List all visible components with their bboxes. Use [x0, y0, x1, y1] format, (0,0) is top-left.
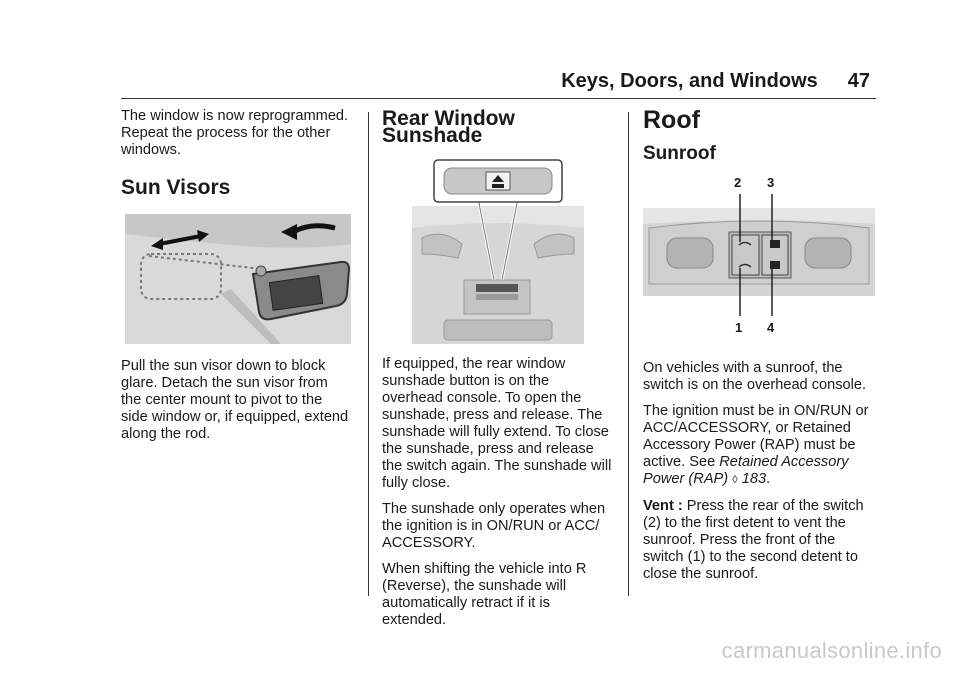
vent-paragraph: [643, 498, 875, 583]
column-3: [643, 108, 875, 592]
vent-text: Press the rear of the switch (2) to the first detent to vent the sunroof. Press the front of the switch (1) to the second detent to close the sunroof.: [643, 498, 864, 582]
sunshade-paragraph-1: If equipped, the rear window sunshade button is on the overhead console. To open the sunshade, press and release. The sunshade will fully extend. To close the sunshade, press and release the switch again. The sunshade will fully close.: [382, 356, 612, 491]
sun-visor-illustration: [121, 214, 351, 344]
sunroof-paragraph-1: On vehicles with a sunroof, the switch is on the overhead console.: [643, 360, 867, 393]
callout-3: 3: [767, 175, 775, 190]
column-1: [121, 108, 351, 452]
rap-page-reference[interactable]: 183: [741, 471, 767, 487]
sunroof-switch-figure: [643, 176, 875, 338]
vent-label: Vent :: [643, 498, 683, 514]
sunroof-paragraph-2-text: The ignition must be in ON/RUN or ACC/ACCESSORY, or Retained Accessory Power (RAP) must be active. See: [643, 403, 869, 470]
heading-sunroof: Sunroof: [643, 143, 716, 164]
callout-2: 2: [734, 175, 742, 190]
page-ref-arrow-icon: ◊: [732, 474, 738, 486]
sunroof-switch-illustration: [643, 176, 875, 338]
heading-sun-visors: Sun Visors: [121, 176, 231, 199]
header-rule: [121, 98, 876, 99]
heading-rear-window-sunshade: Rear Window Sunshade: [382, 107, 515, 147]
page-number: 47: [847, 70, 870, 92]
running-header: [561, 70, 870, 93]
column-divider-1: [368, 112, 369, 596]
watermark: carmanualsonline.info: [721, 638, 942, 663]
sunshade-paragraph-3: When shifting the vehicle into R (Reverse), the sunshade will automatically retract if it is extended.: [382, 561, 587, 628]
callout-4: 4: [767, 320, 775, 335]
sunroof-paragraph-2-end: .: [766, 471, 771, 487]
sunshade-paragraph-2: The sunshade only operates when the ignition is in ON/RUN or ACC/ ACCESSORY.: [382, 501, 606, 551]
section-title: Keys, Doors, and Windows: [561, 70, 818, 92]
sunshade-switch-illustration: [382, 158, 614, 348]
column-divider-2: [628, 112, 629, 596]
column-2: [382, 108, 614, 638]
rap-reference-link[interactable]: Retained Accessory Power (RAP): [643, 454, 849, 487]
sun-visor-body: Pull the sun visor down to block glare. Detach the sun visor from the center mount to pivot to the side window or, if equipped, extend along the rod.: [121, 358, 349, 442]
heading-roof: Roof: [643, 106, 700, 134]
intro-paragraph: The window is now reprogrammed. Repeat the process for the other windows.: [121, 108, 349, 158]
sunroof-paragraph-2: [643, 403, 875, 489]
callout-1: 1: [735, 320, 743, 335]
